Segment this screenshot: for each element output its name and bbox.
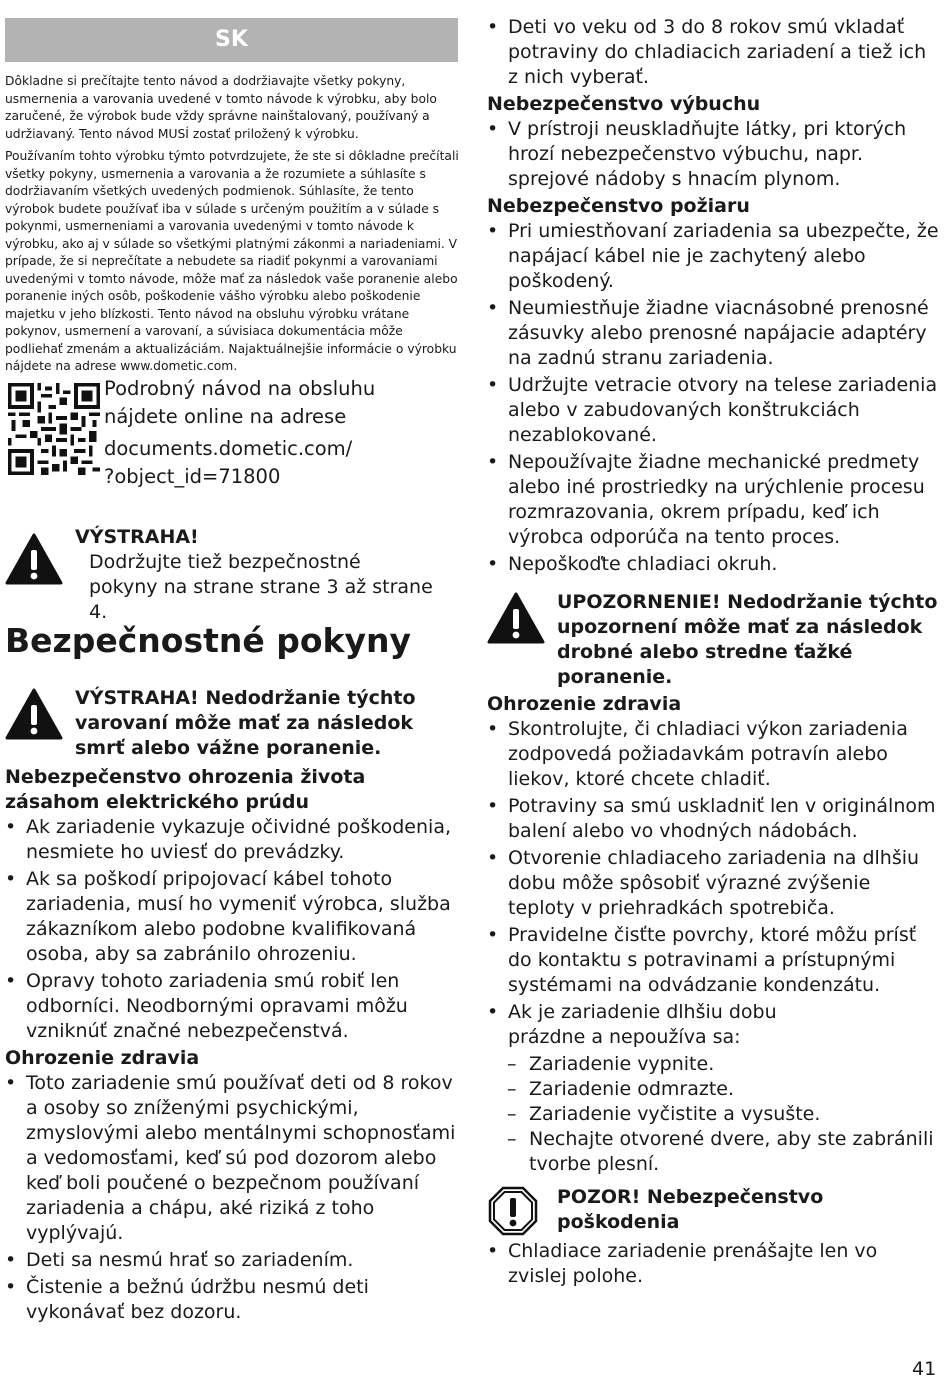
empty-appliance-steps bbox=[487, 1052, 942, 1177]
list-item: • Nepoužívajte žiadne mechanické predmety alebo iné prostriedky na urýchlenie procesu rozmrazovania, okrem prípadu, keď ich výrobca odporúča na tento proces. bbox=[487, 450, 942, 550]
section-title-electric: Nebezpečenstvo ohrozenia života zásahom elektrického prúdu bbox=[5, 766, 366, 813]
language-tab: SK bbox=[5, 18, 458, 62]
intro-paragraph-2: Používaním tohto výrobku týmto potvrdzujete, že ste si dôkladne prečítali všetky pokyny, usmernenia a varovania a že rozumiete a súhlasíte s dodržiavaním všetkých uvedených podmienok. Súhlasíte, že tento výrobok budete používať iba v súlade s určeným použitím a v súlade s pokynmi, usmerneniami a varovania uvedenými v tomto návode k výrobku, ako aj v súlade so všetkými platnými zákonmi a nariadeniami. V prípade, že si neprečítate a nebudete sa riadiť pokynmi a varovaniami uvedenými v tomto návode, môže mať za následok vaše poranenie alebo poranenie iných osôb, poškodenie vášho výrobku alebo poškodenie majetku v jeho blízkosti. Tento návod na obsluhu výrobku vrátane pokynov, usmernení a varovaní, a súvisiaca dokumentácia môže podliehať zmenám a aktualizáciám. Najaktuálnejšie informácie o výrobku nájdete na adrese www.dometic.com. bbox=[5, 149, 459, 373]
section-title-fire: Nebezpečenstvo požiaru bbox=[487, 195, 750, 217]
notice-list bbox=[487, 1239, 942, 1289]
list-item: • Ak je zariadenie dlhšiu dobu prázdne a nepoužíva sa: bbox=[487, 1000, 838, 1050]
notice-section bbox=[487, 1239, 942, 1291]
qr-caption: Podrobný návod na obsluhu nájdete online na adrese bbox=[104, 377, 376, 428]
list-item: • Otvorenie chladiaceho zariadenia na dlhšiu dobu môže spôsobiť výrazné zvýšenie teploty v priehradkách spotrebiča. bbox=[487, 846, 942, 921]
list-item: • Toto zariadenie smú používať deti od 8 rokov a osoby so zníženými psychickými, zmyslovými alebo mentálnymi schopnosťami a vedomosťami, keď sú pod dozorom alebo keď boli poučené o bezpečnom používaní zariadenia a chápu, aké riziká z toho vyplývajú. bbox=[5, 1071, 460, 1246]
right-sections bbox=[487, 15, 942, 579]
left-sections bbox=[5, 765, 460, 1327]
section-title-explosion: Nebezpečenstvo výbuchu bbox=[487, 93, 761, 115]
page-number: 41 bbox=[912, 1358, 937, 1380]
caution-warning-text: UPOZORNENIE! Nedodržanie týchto upozornení môže mať za následok drobné alebo stredne ťažké poranenie. bbox=[557, 591, 938, 688]
list-item: • Ak sa poškodí pripojovací kábel tohoto zariadenia, musí ho vymeniť výrobca, služba zákazníkom alebo podobne kvalifikovaná osoba, aby sa zabránilo ohrozeniu. bbox=[5, 867, 460, 967]
notice-warning bbox=[487, 1185, 942, 1245]
list-item: • Pravidelne čisťte povrchy, ktoré môžu prísť do kontaktu s potravinami a prístupnými systémami na odvádzanie kondenzátu. bbox=[487, 923, 942, 998]
warning-triangle-icon bbox=[5, 688, 63, 740]
list-item: • Skontrolujte, či chladiaci výkon zariadenia zodpovedá požiadavkám potravín alebo liekov, ktoré chcete chladiť. bbox=[487, 717, 942, 792]
section-title-health: Ohrozenie zdravia bbox=[5, 1047, 200, 1069]
children-list bbox=[487, 15, 942, 90]
health-list bbox=[5, 1071, 460, 1325]
list-item: • Chladiace zariadenie prenášajte len vo zvislej polohe. bbox=[487, 1239, 928, 1289]
dash-item: – Zariadenie vyčistite a vysušte. bbox=[487, 1102, 942, 1127]
qr-block bbox=[8, 375, 458, 488]
page-title: Bezpečnostné pokyny bbox=[5, 621, 412, 660]
list-item: • V prístroji neuskladňujte látky, pri ktorých hrozí nebezpečenstvo výbuchu, napr. sprejové nádoby s hnacím plynom. bbox=[487, 117, 942, 192]
section-title-health: Ohrozenie zdravia bbox=[487, 693, 682, 715]
dash-item: – Zariadenie odmrazte. bbox=[487, 1077, 942, 1102]
warning-triangle-icon bbox=[487, 592, 545, 644]
explosion-list bbox=[487, 117, 942, 192]
list-item: • Udržujte vetracie otvory na telese zariadenia alebo v zabudovaných konštrukciách nezablokované. bbox=[487, 373, 942, 448]
qr-code-icon[interactable] bbox=[8, 383, 100, 475]
dash-item: – Zariadenie vypnite. bbox=[487, 1052, 942, 1077]
list-item: • Ak zariadenie vykazuje očividné poškodenia, nesmiete ho uviesť do prevádzky. bbox=[5, 815, 460, 865]
warning-triangle-icon bbox=[5, 533, 63, 585]
dash-item: – Nechajte otvorené dvere, aby ste zabránili tvorbe plesní. bbox=[487, 1127, 942, 1177]
warning-note bbox=[5, 525, 460, 623]
warning-text: Dodržujte tiež bezpečnostné pokyny na strane strane 3 až strane 4. bbox=[89, 551, 433, 623]
list-item: • Neumiestňuje žiadne viacnásobné prenosné zásuvky alebo prenosné napájacie adaptéry na zadnú stranu zariadenia. bbox=[487, 296, 942, 371]
danger-warning bbox=[5, 686, 460, 766]
list-item: • Potraviny sa smú uskladniť len v originálnom balení alebo vo vhodných nádobách. bbox=[487, 794, 942, 844]
intro-paragraph-1: Dôkladne si prečítajte tento návod a dodržiavajte všetky pokyny, usmernenia a varovania uvedené v tomto návode k výrobku, aby bolo zaručené, že výrobok bude vždy správne nainštalovaný, používaný a udržiavaný. Tento návod MUSÍ zostať priložený k výrobku. bbox=[5, 74, 437, 141]
notice-warning-text: POZOR! Nebezpečenstvo poškodenia bbox=[557, 1186, 824, 1233]
exclamation-octagon-icon bbox=[487, 1185, 539, 1237]
list-item: • Deti vo veku od 3 do 8 rokov smú vkladať potraviny do chladiacich zariadení a tiež ich z nich vyberať. bbox=[487, 15, 942, 90]
danger-warning-text: VÝSTRAHA! Nedodržanie týchto varovaní môže mať za následok smrť alebo vážne poranenie. bbox=[75, 687, 416, 759]
list-item: • Nepoškoďte chladiaci okruh. bbox=[487, 552, 942, 577]
warning-title: VÝSTRAHA! bbox=[75, 526, 199, 548]
right-health-section bbox=[487, 692, 942, 1177]
electric-list bbox=[5, 815, 460, 1044]
qr-link[interactable]: documents.dometic.com/ ?object_id=71800 bbox=[104, 437, 353, 488]
list-item: • Deti sa nesmú hrať so zariadením. bbox=[5, 1248, 460, 1273]
caution-warning bbox=[487, 590, 942, 690]
list-item: • Opravy tohoto zariadenia smú robiť len odborníci. Neodbornými opravami môžu vzniknúť značné nebezpečenstvá. bbox=[5, 969, 460, 1044]
list-item: • Pri umiestňovaní zariadenia sa ubezpečte, že napájací kábel nie je zachytený alebo poškodený. bbox=[487, 219, 942, 294]
fire-list bbox=[487, 219, 942, 577]
list-item: • Čistenie a bežnú údržbu nesmú deti vykonávať bez dozoru. bbox=[5, 1275, 460, 1325]
health-list-2 bbox=[487, 717, 942, 1050]
